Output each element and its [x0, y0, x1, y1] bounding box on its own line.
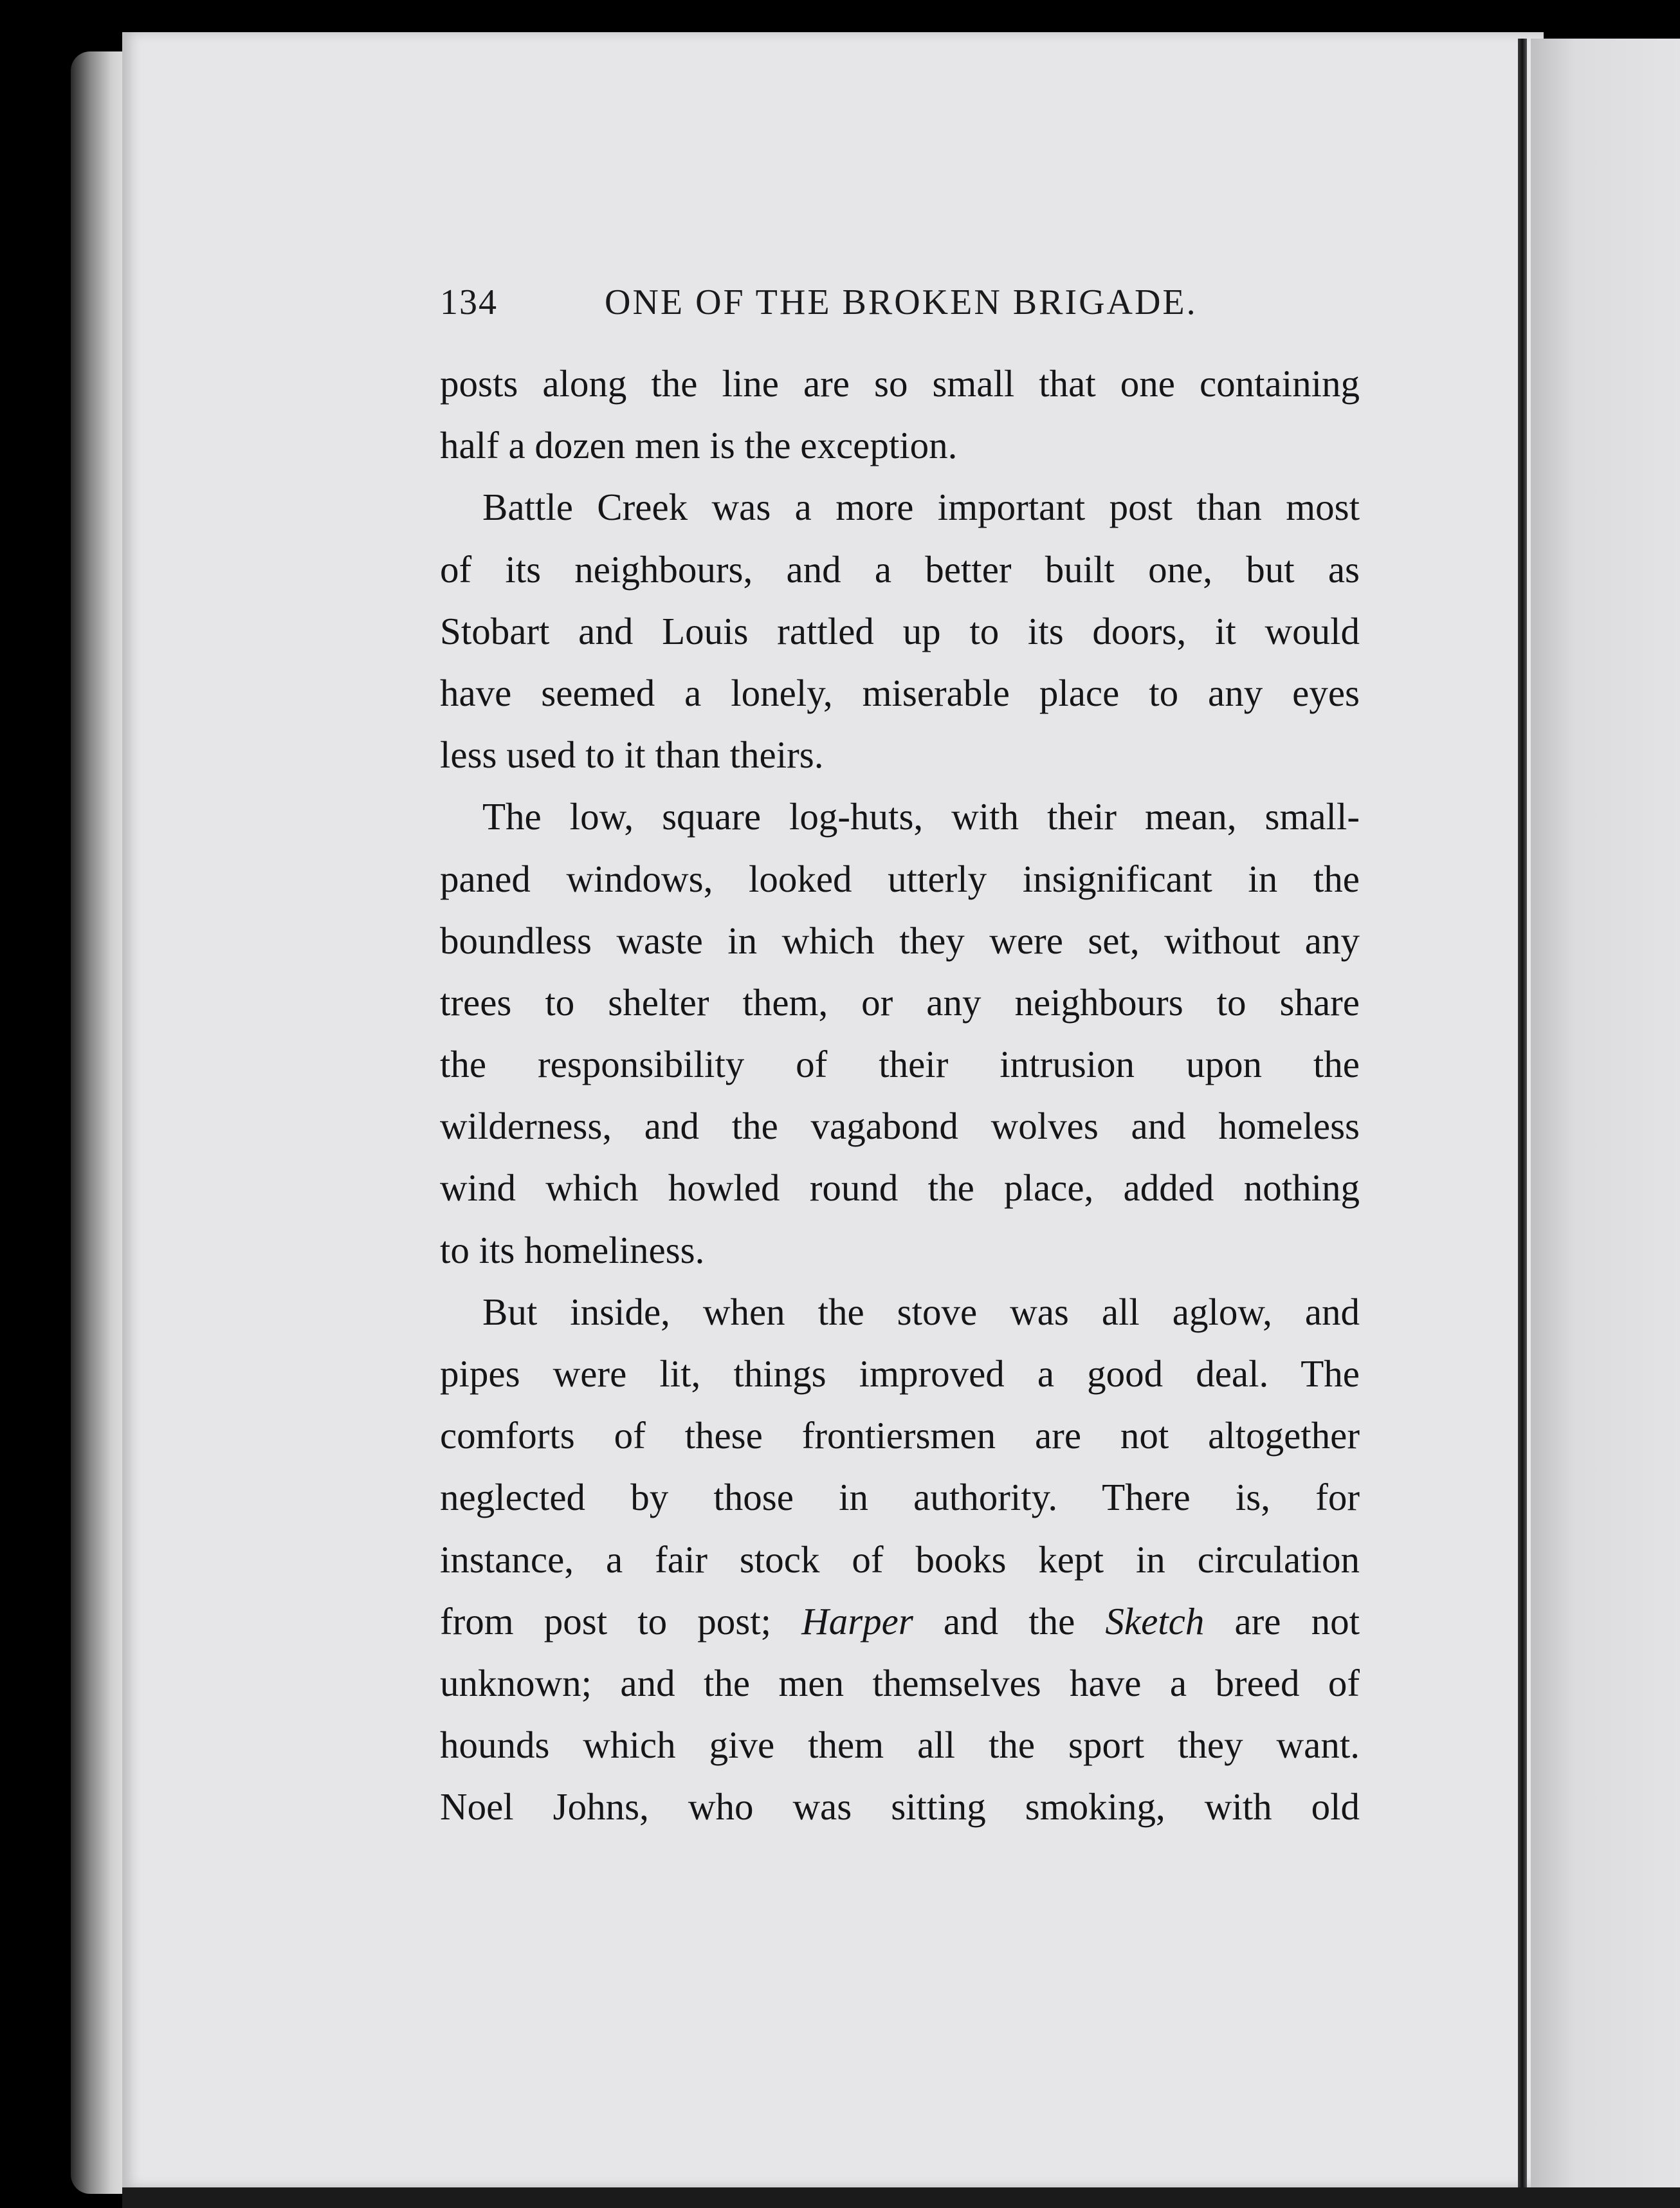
- book-left-edge: [71, 51, 129, 2194]
- text-line: But inside, when the stove was all aglow, and: [482, 1290, 1360, 1333]
- text-line: boundless waste in which they were set, without any: [440, 919, 1360, 962]
- text-line: unknown; and the men themselves have a breed of: [440, 1661, 1360, 1704]
- text-line: Battle Creek was a more important post than most: [482, 486, 1360, 529]
- italic-title-sketch: Sketch: [1105, 1599, 1205, 1642]
- text-line: instance, a fair stock of books kept in circulation: [440, 1538, 1360, 1581]
- text-line: have seemed a lonely, miserable place to any eyes: [440, 671, 1360, 714]
- text-line: wilderness, and the vagabond wolves and homeless: [440, 1105, 1360, 1148]
- text-line: the responsibility of their intrusion upon the: [440, 1043, 1360, 1086]
- text-line: pipes were lit, things improved a good deal. The: [440, 1352, 1360, 1395]
- text-line: of its neighbours, and a better built one, but as: [440, 547, 1360, 591]
- text-line: The low, square log-huts, with their mean, small-: [482, 795, 1360, 838]
- text-line: to its homeliness.: [440, 1228, 705, 1271]
- running-title: ONE OF THE BROKEN BRIGADE.: [605, 282, 1198, 322]
- text-line-with-italics: [440, 1590, 1360, 1652]
- text-line: Stobart and Louis rattled up to its doors, it would: [440, 609, 1360, 652]
- text-line: wind which howled round the place, added nothing: [440, 1166, 1360, 1210]
- text-line: comforts of these frontiersmen are not altogether: [440, 1414, 1360, 1457]
- text-line: trees to shelter them, or any neighbours to share: [440, 980, 1360, 1024]
- paragraph-3: [440, 786, 1360, 1281]
- body-text: [440, 353, 1360, 1838]
- text-line: less used to it than theirs.: [440, 733, 824, 777]
- scan-bottom-edge: [122, 2187, 1680, 2208]
- paragraph-4: [440, 1281, 1360, 1838]
- text-line: posts along the line are so small that one containing: [440, 362, 1360, 405]
- text-segment: from post to post;: [440, 1599, 802, 1642]
- paragraph-2: [440, 476, 1360, 786]
- text-line: Noel Johns, who was sitting smoking, with old: [440, 1785, 1360, 1828]
- page-crease: [1518, 39, 1527, 2187]
- page-number: 134: [440, 282, 498, 322]
- facing-page-edge: [1531, 39, 1680, 2208]
- italic-title-harper: Harper: [801, 1599, 913, 1642]
- paragraph-1: [440, 353, 1360, 476]
- text-line: hounds which give them all the sport they want.: [440, 1724, 1360, 1767]
- text-segment: are not: [1204, 1599, 1360, 1642]
- text-line: neglected by those in authority. There is, for: [440, 1476, 1360, 1519]
- text-line: half a dozen men is the exception.: [440, 424, 958, 467]
- text-line: paned windows, looked utterly insignificant in the: [440, 857, 1360, 900]
- running-head: [440, 282, 1199, 333]
- text-segment: and the: [913, 1599, 1106, 1642]
